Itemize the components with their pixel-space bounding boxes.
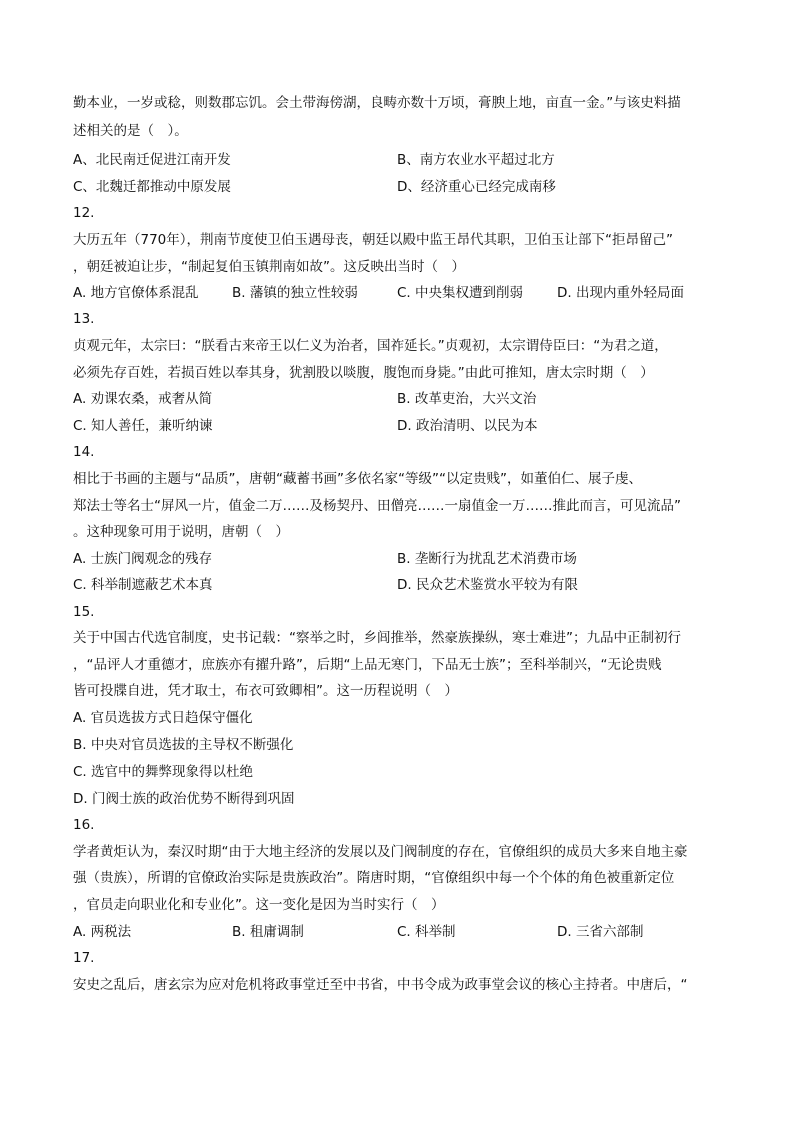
q14-stem-line-2: 郑法士等名士“屏风一片，值金二万……及杨契丹、田僧亮……一扇值金一万……推此而言，可见流品” bbox=[73, 498, 681, 514]
q16-option-d[interactable]: D. 三省六部制 bbox=[557, 924, 644, 940]
q12-option-d[interactable]: D. 出现内重外轻局面 bbox=[557, 285, 684, 301]
q16-option-c[interactable]: C. 科举制 bbox=[397, 924, 456, 940]
q11-option-c[interactable]: C、北魏迁都推动中原发展 bbox=[73, 179, 231, 195]
q12-stem-line-2: ，朝廷被迫让步，“制起复伯玉镇荆南如故”。这反映出当时（ ） bbox=[73, 259, 465, 275]
q11-option-b[interactable]: B、南方农业水平超过北方 bbox=[397, 152, 555, 168]
q14-option-c[interactable]: C. 科举制遮蔽艺术本真 bbox=[73, 577, 213, 593]
q14-stem-line-3: 。这种现象可用于说明，唐朝（ ） bbox=[73, 524, 289, 540]
q16-number: 16. bbox=[73, 817, 95, 833]
q15-option-b[interactable]: B. 中央对官员选拔的主导权不断强化 bbox=[73, 737, 294, 753]
q14-option-a[interactable]: A. 士族门阀观念的残存 bbox=[73, 551, 213, 567]
q15-stem-line-1: 关于中国古代选官制度，史书记载：“察举之时，乡闾推举，然豪族操纵，寒士难进”；九品中正制初行 bbox=[73, 630, 681, 646]
q15-option-d[interactable]: D. 门阀士族的政治优势不断得到巩固 bbox=[73, 791, 295, 807]
q17-stem-line-1: 安史之乱后，唐玄宗为应对危机将政事堂迁至中书省，中书令成为政事堂会议的核心主持者。中唐后，“ bbox=[73, 977, 688, 993]
q13-option-b[interactable]: B. 改革吏治，大兴文治 bbox=[397, 391, 537, 407]
q13-stem-line-1: 贞观元年，太宗曰：“朕看古来帝王以仁义为治者，国祚延长。”贞观初，太宗谓侍臣曰：“为君之道， bbox=[73, 338, 668, 354]
q13-option-c[interactable]: C. 知人善任，兼听纳谏 bbox=[73, 418, 213, 434]
q12-option-b[interactable]: B. 藩镇的独立性较弱 bbox=[232, 285, 358, 301]
q11-option-a[interactable]: A、北民南迁促进江南开发 bbox=[73, 152, 231, 168]
q12-number: 12. bbox=[73, 205, 95, 221]
q16-option-a[interactable]: A. 两税法 bbox=[73, 924, 132, 940]
q15-stem-line-3: 皆可投牒自进，凭才取士，布衣可致卿相”。这一历程说明（ ） bbox=[73, 683, 458, 699]
q15-stem-line-2: ，“品评人才重德才，庶族亦有擢升路”，后期“上品无寒门，下品无士族”；至科举制兴，“无论贵贱 bbox=[73, 657, 662, 673]
q15-option-a[interactable]: A. 官员选拔方式日趋保守僵化 bbox=[73, 710, 253, 726]
q16-option-b[interactable]: B. 租庸调制 bbox=[232, 924, 304, 940]
q12-stem-line-1: 大历五年（770年），荆南节度使卫伯玉遇母丧，朝廷以殿中监王昂代其职，卫伯玉让部下“拒昂留己” bbox=[73, 232, 674, 248]
q11-stem-line-1: 勤本业，一岁或稔，则数郡忘饥。会土带海傍湖，良畴亦数十万顷，膏腴上地，亩直一金。”与该史料描 bbox=[73, 95, 681, 111]
q11-option-d[interactable]: D、经济重心已经完成南移 bbox=[397, 179, 556, 195]
q16-stem-line-3: ，官员走向职业化和专业化”。这一变化是因为当时实行（ ） bbox=[73, 897, 445, 913]
q17-number: 17. bbox=[73, 950, 95, 966]
q12-option-a[interactable]: A. 地方官僚体系混乱 bbox=[73, 285, 199, 301]
q13-stem-line-2: 必须先存百姓，若损百姓以奉其身，犹割股以啖腹，腹饱而身毙。”由此可推知，唐太宗时期（ ） bbox=[73, 365, 654, 381]
q13-option-a[interactable]: A. 劝课农桑，戒奢从简 bbox=[73, 391, 213, 407]
q13-number: 13. bbox=[73, 311, 95, 327]
q15-option-c[interactable]: C. 选官中的舞弊现象得以杜绝 bbox=[73, 764, 254, 780]
q12-option-c[interactable]: C. 中央集权遭到削弱 bbox=[397, 285, 524, 301]
q14-option-d[interactable]: D. 民众艺术鉴赏水平较为有限 bbox=[397, 577, 578, 593]
q14-number: 14. bbox=[73, 444, 95, 460]
q14-stem-line-1: 相比于书画的主题与“品质”，唐朝“藏蓄书画”多依名家“等级”“以定贵贱”，如董伯仁、展子虔、 bbox=[73, 471, 642, 487]
q14-option-b[interactable]: B. 垄断行为扰乱艺术消费市场 bbox=[397, 551, 577, 567]
q13-option-d[interactable]: D. 政治清明、以民为本 bbox=[397, 418, 538, 434]
q16-stem-line-2: 强（贵族），所谓的官僚政治实际是贵族政治”。隋唐时期，“官僚组织中每一个个体的角色被重新定位 bbox=[73, 870, 675, 886]
q11-stem-line-2: 述相关的是（ ）。 bbox=[73, 123, 188, 139]
q15-number: 15. bbox=[73, 604, 95, 620]
q16-stem-line-1: 学者黄炬认为，秦汉时期“由于大地主经济的发展以及门阀制度的存在，官僚组织的成员大多来自地主豪 bbox=[73, 844, 688, 860]
